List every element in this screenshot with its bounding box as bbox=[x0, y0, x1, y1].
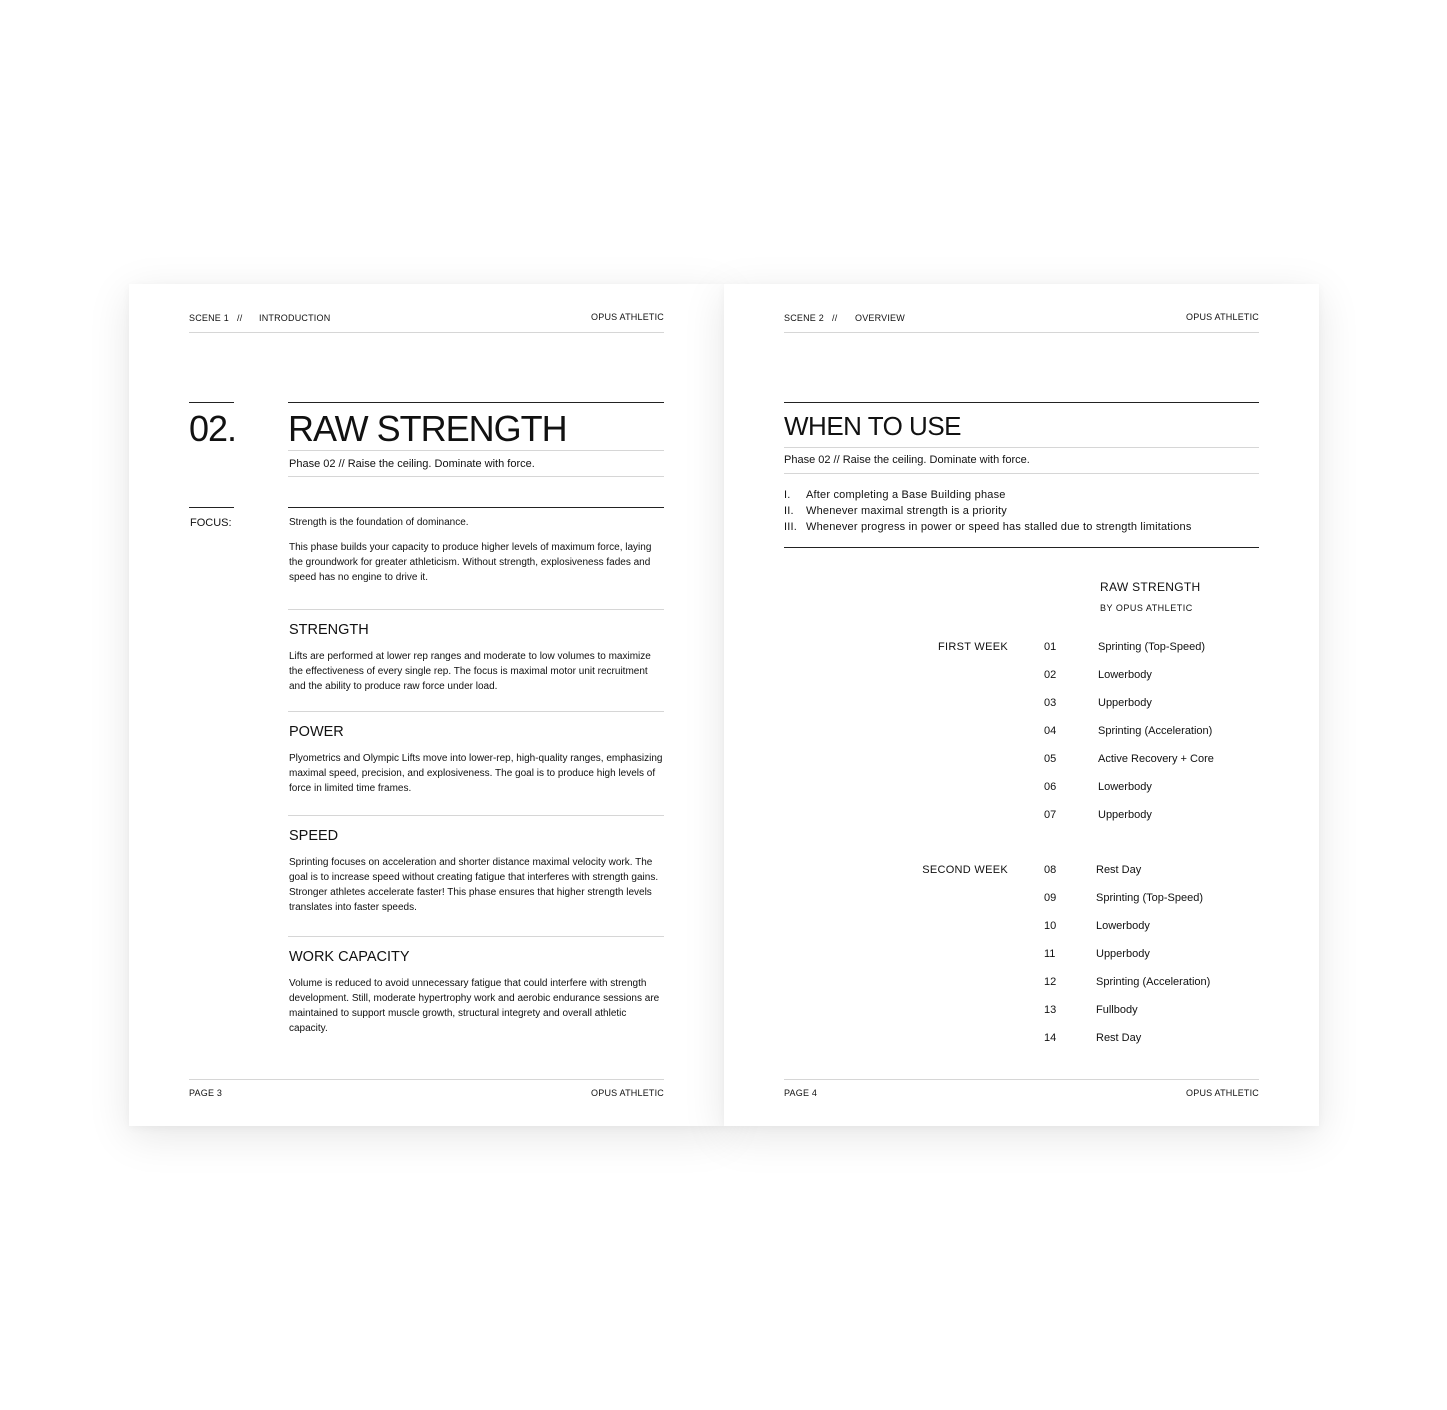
page-title: RAW STRENGTH bbox=[288, 408, 567, 449]
day-number: 05 bbox=[1044, 753, 1057, 765]
title-divider bbox=[784, 447, 1259, 448]
focus-rule bbox=[288, 507, 664, 508]
section-divider bbox=[288, 936, 664, 937]
title-rule bbox=[288, 402, 664, 403]
day-number: 14 bbox=[1044, 1032, 1057, 1044]
program-title: RAW STRENGTH bbox=[1100, 580, 1201, 594]
section-body-speed: Sprinting focuses on acceleration and shorter distance maximal velocity work. The goal is to increase speed without creating fatigue that interferes with strength gains. Stronger athletes accelerate faster! This phase ensures that higher strength levels translates into faster speeds. bbox=[289, 857, 659, 913]
list-item-text: Whenever maximal strength is a priority bbox=[806, 505, 1007, 517]
footer-page-number: PAGE 4 bbox=[784, 1088, 818, 1098]
day-name: Sprinting (Top-Speed) bbox=[1098, 641, 1206, 653]
footer-divider bbox=[189, 1079, 664, 1080]
list-item-number: II. bbox=[784, 505, 794, 517]
focus-lead: Strength is the foundation of dominance. bbox=[289, 517, 469, 528]
list-item-text: After completing a Base Building phase bbox=[806, 489, 1006, 501]
section-body-power: Plyometrics and Olympic Lifts move into lower-rep, high-quality ranges, emphasizing maximal speed, precision, and explosiveness. The goal is to produce high levels of force in limited time frames. bbox=[289, 753, 663, 794]
day-name: Upperbody bbox=[1098, 697, 1152, 709]
phase-subtitle: Phase 02 // Raise the ceiling. Dominate with force. bbox=[784, 454, 1030, 466]
day-name: Rest Day bbox=[1096, 864, 1142, 876]
header-scene: SCENE 2 bbox=[784, 313, 824, 323]
day-name: Sprinting (Top-Speed) bbox=[1096, 892, 1204, 904]
day-name: Fullbody bbox=[1096, 1004, 1138, 1016]
chapter-number: 02. bbox=[189, 408, 237, 449]
day-name: Lowerbody bbox=[1096, 920, 1150, 932]
number-rule bbox=[189, 402, 234, 403]
header-divider bbox=[784, 332, 1259, 333]
day-name: Active Recovery + Core bbox=[1098, 753, 1214, 765]
section-title-strength: STRENGTH bbox=[289, 622, 369, 638]
day-name: Sprinting (Acceleration) bbox=[1096, 976, 1211, 988]
day-number: 03 bbox=[1044, 697, 1057, 709]
section-body-strength: Lifts are performed at lower rep ranges and moderate to low volumes to maximize the effectiveness of every single rep. The focus is maximal motor unit recruitment and the ability to produce raw force under load. bbox=[289, 651, 651, 692]
footer-brand: OPUS ATHLETIC bbox=[1186, 1088, 1259, 1098]
day-number: 08 bbox=[1044, 864, 1057, 876]
footer-divider bbox=[784, 1079, 1259, 1080]
week-label-first: FIRST WEEK bbox=[937, 641, 1008, 653]
list-item-number: III. bbox=[784, 521, 798, 533]
header-separator: // bbox=[832, 313, 838, 323]
section-title-work-capacity: WORK CAPACITY bbox=[289, 949, 410, 965]
title-rule bbox=[784, 402, 1259, 403]
list-item-text: Whenever progress in power or speed has stalled due to strength limitations bbox=[806, 521, 1192, 533]
section-divider bbox=[288, 815, 664, 816]
day-number: 06 bbox=[1044, 781, 1057, 793]
phase-divider bbox=[288, 476, 664, 477]
day-number: 04 bbox=[1044, 725, 1057, 737]
header-brand: OPUS ATHLETIC bbox=[591, 312, 664, 322]
day-name: Upperbody bbox=[1096, 948, 1150, 960]
day-number: 02 bbox=[1044, 669, 1057, 681]
section-divider bbox=[288, 609, 664, 610]
section-title-power: POWER bbox=[289, 724, 344, 740]
focus-body: This phase builds your capacity to produce higher levels of maximum force, laying the groundwork for greater athleticism. Without strength, explosiveness fades and speed has no engine to drive it. bbox=[289, 542, 652, 583]
section-title-speed: SPEED bbox=[289, 828, 339, 844]
day-name: Lowerbody bbox=[1098, 669, 1152, 681]
day-name: Rest Day bbox=[1096, 1032, 1142, 1044]
day-name: Upperbody bbox=[1098, 809, 1152, 821]
day-number: 07 bbox=[1044, 809, 1057, 821]
phase-divider bbox=[784, 473, 1259, 474]
left-page bbox=[129, 284, 724, 1126]
header-separator: // bbox=[237, 313, 243, 323]
header-brand: OPUS ATHLETIC bbox=[1186, 312, 1259, 322]
day-number: 01 bbox=[1044, 641, 1057, 653]
focus-label: FOCUS: bbox=[190, 517, 232, 529]
list-item-number: I. bbox=[784, 489, 791, 501]
section-body-work-capacity: Volume is reduced to avoid unnecessary fatigue that could interfere with strength development. Still, moderate hypertrophy work and aerobic endurance sessions are maintained to support muscle growth, structural integrety and overall athletic capacity. bbox=[289, 978, 660, 1034]
day-number: 11 bbox=[1044, 948, 1056, 960]
day-name: Sprinting (Acceleration) bbox=[1098, 725, 1213, 737]
day-number: 12 bbox=[1044, 976, 1057, 988]
phase-subtitle: Phase 02 // Raise the ceiling. Dominate with force. bbox=[289, 458, 535, 470]
header-section: INTRODUCTION bbox=[259, 313, 331, 323]
header-section: OVERVIEW bbox=[855, 313, 905, 323]
program-byline: BY OPUS ATHLETIC bbox=[1100, 603, 1193, 613]
section-divider bbox=[288, 711, 664, 712]
title-divider bbox=[288, 450, 664, 451]
focus-label-rule bbox=[189, 507, 234, 508]
list-divider bbox=[784, 547, 1259, 548]
week-label-second: SECOND WEEK bbox=[922, 864, 1008, 876]
day-number: 09 bbox=[1044, 892, 1057, 904]
header-divider bbox=[189, 332, 664, 333]
page-title: WHEN TO USE bbox=[784, 411, 962, 441]
day-number: 13 bbox=[1044, 1004, 1057, 1016]
day-name: Lowerbody bbox=[1098, 781, 1152, 793]
right-page bbox=[724, 284, 1319, 1126]
day-number: 10 bbox=[1044, 920, 1057, 932]
footer-page-number: PAGE 3 bbox=[189, 1088, 223, 1098]
footer-brand: OPUS ATHLETIC bbox=[591, 1088, 664, 1098]
header-scene: SCENE 1 bbox=[189, 313, 229, 323]
